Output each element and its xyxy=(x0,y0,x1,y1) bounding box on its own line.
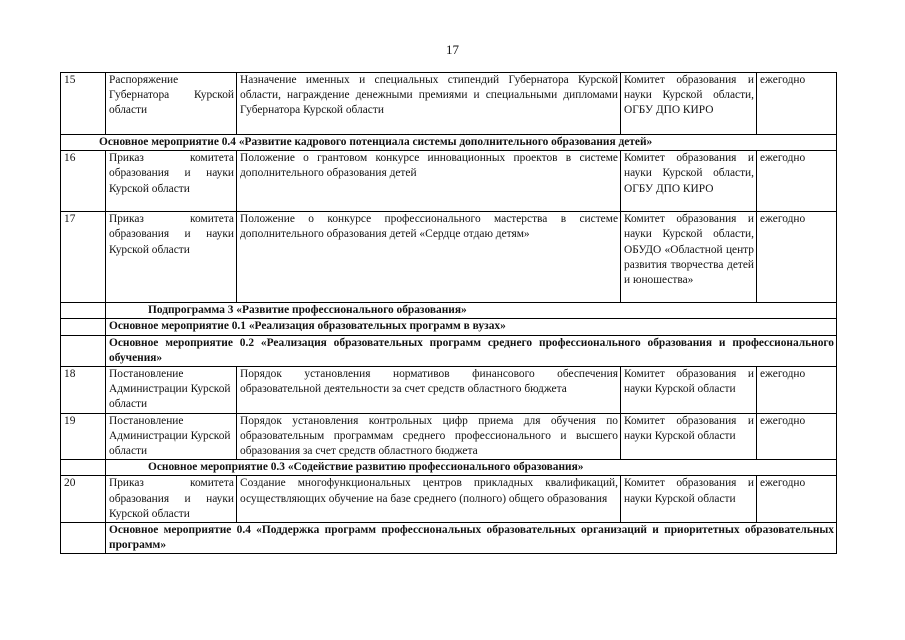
period: ежегодно xyxy=(757,413,837,460)
section-header: Основное мероприятие 0.2 «Реализация образовательных программ среднего профессионального образования и профессионального обучения» xyxy=(106,335,837,366)
period: ежегодно xyxy=(757,212,837,303)
document-description: Назначение именных и специальных стипендий Губернатора Курской области, награждение денежными премиями и специальными дипломами Губернатора Курской области xyxy=(237,73,621,135)
document-description: Положение о грантовом конкурсе инновационных проектов в системе дополнительного образования детей xyxy=(237,151,621,212)
page-number: 17 xyxy=(446,42,459,57)
document-type: Распоряжение Губернатора Курской области xyxy=(106,73,237,135)
row-number: 20 xyxy=(61,476,106,523)
row-number: 18 xyxy=(61,367,106,414)
section-header: Основное мероприятие 0.4 «Поддержка программ профессиональных образовательных организаций и приоритетных образовательных программ» xyxy=(106,523,837,554)
period: ежегодно xyxy=(757,151,837,212)
executor: Комитет образования и науки Курской области xyxy=(621,413,757,460)
row-number: 19 xyxy=(61,413,106,460)
document-type: Постановление Администрации Курской области xyxy=(106,367,237,414)
section-header: Основное мероприятие 0.3 «Содействие развитию профессионального образования» xyxy=(106,460,837,476)
period: ежегодно xyxy=(757,476,837,523)
section-header-row xyxy=(61,523,837,554)
document-description: Положение о конкурсе профессионального мастерства в системе дополнительного образования детей «Сердце отдаю детям» xyxy=(237,212,621,303)
table-row xyxy=(61,413,837,460)
table-row xyxy=(61,212,837,303)
document-type: Постановление Администрации Курской области xyxy=(106,413,237,460)
document-description: Порядок установления нормативов финансового обеспечения образовательной деятельности за счет средств областного бюджета xyxy=(237,367,621,414)
table-row xyxy=(61,151,837,212)
document-type: Приказ комитета образования и науки Курской области xyxy=(106,476,237,523)
section-header-row xyxy=(61,319,837,335)
period: ежегодно xyxy=(757,367,837,414)
activities-table xyxy=(60,72,837,554)
executor: Комитет образования и науки Курской области, ОГБУ ДПО КИРО xyxy=(621,73,757,135)
section-header-row xyxy=(61,460,837,476)
subprogram-title: Подпрограмма 3 «Развитие профессионального образования» xyxy=(106,303,837,319)
executor: Комитет образования и науки Курской области, ОБУДО «Областной центр развития творчества детей и юношества» xyxy=(621,212,757,303)
row-number: 15 xyxy=(61,73,106,135)
row-number: 17 xyxy=(61,212,106,303)
subprogram-row xyxy=(61,303,837,319)
document-type: Приказ комитета образования и науки Курской области xyxy=(106,212,237,303)
section-header: Основное мероприятие 0.1 «Реализация образовательных программ в вузах» xyxy=(106,319,837,335)
period: ежегодно xyxy=(757,73,837,135)
executor: Комитет образования и науки Курской области xyxy=(621,367,757,414)
document-description: Создание многофункциональных центров прикладных квалификаций, осуществляющих обучение на базе среднего (полного) общего образования xyxy=(237,476,621,523)
row-number: 16 xyxy=(61,151,106,212)
section-header-row xyxy=(61,335,837,366)
document-type: Приказ комитета образования и науки Курской области xyxy=(106,151,237,212)
table-row xyxy=(61,367,837,414)
table-row xyxy=(61,476,837,523)
table-row xyxy=(61,73,837,135)
section-header: Основное мероприятие 0.4 «Развитие кадрового потенциала системы дополнительного образования детей» xyxy=(61,135,837,151)
executor: Комитет образования и науки Курской области xyxy=(621,476,757,523)
section-header-row xyxy=(61,135,837,151)
document-description: Порядок установления контрольных цифр приема для обучения по образовательным программам среднего профессионального и высшего образования за счет средств областного бюджета xyxy=(237,413,621,460)
executor: Комитет образования и науки Курской области, ОГБУ ДПО КИРО xyxy=(621,151,757,212)
